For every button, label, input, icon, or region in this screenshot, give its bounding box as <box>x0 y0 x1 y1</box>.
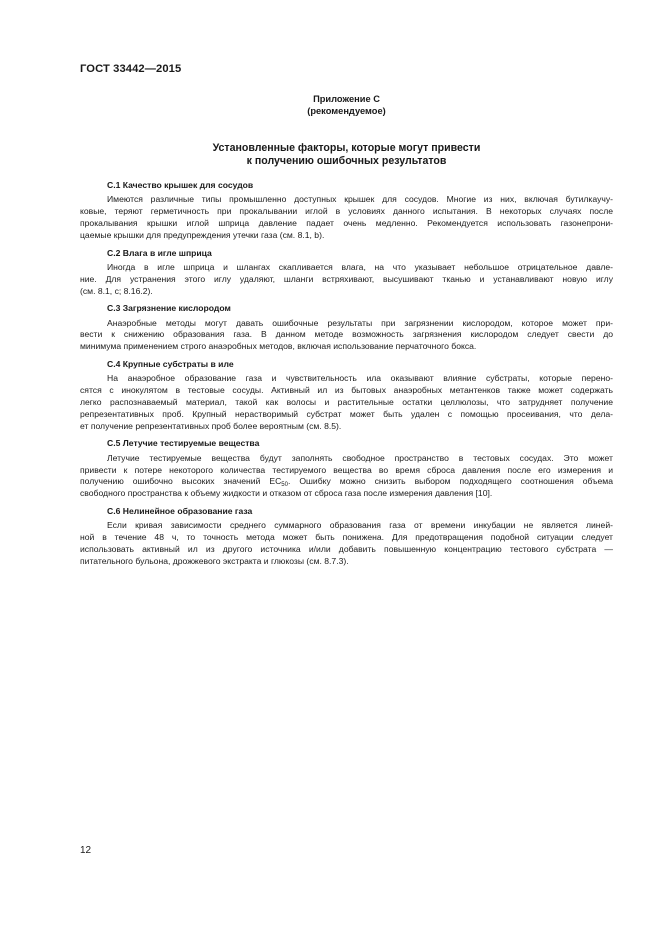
annex-title <box>80 142 613 168</box>
section <box>80 303 613 353</box>
text-line: минимума применением строго анаэробных методов, включая использование перчаточного бокса. <box>80 341 477 352</box>
text-line: Иногда в игле шприца и шлангах скапливается влага, на что указывает небольшое отрицательное давле- <box>107 261 613 272</box>
section-paragraph <box>80 318 613 354</box>
text-line: получению ошибочно высоких значений $EC_{50}$. Ошибку можно снизить выбором подходящего соотношения объема <box>80 476 613 489</box>
section-paragraph <box>80 373 613 433</box>
text-line: Если кривая зависимости среднего суммарного образования газа от времени инкубации не является линей- <box>107 520 613 531</box>
document-code-header: ГОСТ 33442—2015 <box>80 63 182 75</box>
text-line: Имеются различные типы промышленно доступных крышек для сосудов. Многие из них, включая бутилкаучу- <box>107 194 613 205</box>
section-paragraph <box>80 453 613 501</box>
section-title: С.5 Летучие тестируемые вещества <box>107 438 260 449</box>
text-line: сятся с инокулятом в тестовые сосуды. Активный ил из бытовых анаэробных метантенков также может содержать <box>80 385 613 396</box>
annex-title-line-1: Установленные факторы, которые могут привести <box>212 142 481 154</box>
text-line: вести к снижению образования газа. В данном методе возможность загрязнения кислородом следует свести до <box>80 329 613 340</box>
text-line: репрезентативных проб. Крупный нерастворимый субстрат может быть удален с помощью просеивания, что дела- <box>80 408 613 419</box>
appendix-title: Приложение С <box>313 94 380 104</box>
text-line: Анаэробные методы могут давать ошибочные результаты при загрязнении кислородом, которое может при- <box>107 317 613 328</box>
section-title: С.1 Качество крышек для сосудов <box>107 180 254 190</box>
section-paragraph <box>80 520 613 568</box>
section <box>80 438 613 500</box>
text-line: привести к потере некоторого количества тестируемого вещества во время сброса давления после его измерения и <box>80 464 613 475</box>
text-line: (см. 8.1, с; 8.16.2). <box>80 285 153 296</box>
section-title: С.2 Влага в игле шприца <box>107 247 212 258</box>
section-title: С.3 Загрязнение кислородом <box>107 303 231 314</box>
text-line: ние. Для устранения этого иглу удаляют, шланги встряхивают, высушивают тканью и устанавливают новую иглу <box>80 273 613 284</box>
section <box>80 506 613 568</box>
text-line: легко распознаваемый материал, такой как волосы и растительные остатки целлюлозы, что затрудняет получение <box>80 397 613 407</box>
appendix-subtitle: (рекомендуемое) <box>307 106 386 116</box>
text-line: цаемые крышки для предупреждения утечки газа (см. 8.1, b). <box>80 230 325 241</box>
section-paragraph <box>80 262 613 298</box>
text-line: Летучие тестируемые вещества будут заполнять свободное пространство в тестовых сосудах. Это может <box>107 452 613 463</box>
section <box>80 359 613 433</box>
annex-title-line-2: к получению ошибочных результатов <box>246 155 447 167</box>
text-line: использовать активный ил из другого источника и/или добавить повышенную концентрацию тестового субстрата — <box>80 543 613 554</box>
text-line: прокалывания крышки иглой шприца давление падает очень медленно. Рекомендуется использовать газонепрони- <box>80 218 613 229</box>
text-line: ковые, теряют герметичность при прокалывании иглой в условиях данного испытания. В некоторых случаях после <box>80 206 613 217</box>
section <box>80 180 613 242</box>
text-line: свободного пространства к объему жидкости и отказом от сброса газа после измерения давления [10]. <box>80 488 493 499</box>
text-line: ной в течение 48 ч, то точность метода может быть понижена. Для предотвращения подобной ситуации следует <box>80 532 613 543</box>
section <box>80 248 613 298</box>
section-title: С.6 Нелинейное образование газа <box>107 505 253 516</box>
text-line: питательного бульона, дрожжевого экстракта и глюкозы (см. 8.7.3). <box>80 555 349 566</box>
section-title: С.4 Крупные субстраты в иле <box>107 358 234 369</box>
text-line: На анаэробное образование газа и чувствительность ила оказывают влияние субстраты, которые перено- <box>107 373 613 384</box>
section-paragraph <box>80 194 613 242</box>
page-number: 12 <box>80 845 92 856</box>
appendix-heading <box>80 93 613 117</box>
document-body <box>80 180 613 573</box>
text-line: ет получение репрезентативных проб более вероятным (см. 8.5). <box>80 420 342 431</box>
